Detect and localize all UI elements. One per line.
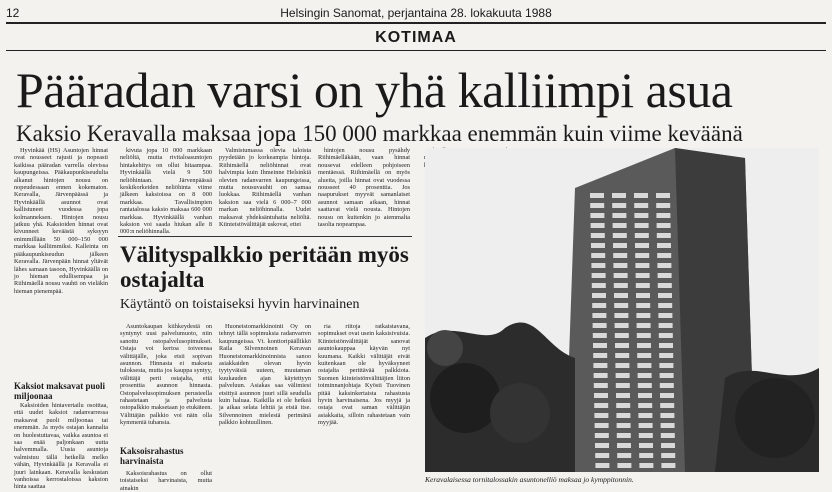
article2-column-1	[120, 323, 212, 444]
article1-column-4-text: hintojen nousu pysähdy Riihimäelläkään, vaan hinnat nousevat edelleen pohjoiseen mentäessä. Riihimäellä on myös alueita, joilla hinnat ovat vuodessa nousseet 40 prosenttia. Jos naapurukset myyvät samanlaiset asunnot samaan aikaan, hinnat saattavat vielä nousta. Hintojen nousu on kuitenkin jo aiemmalta tasolta nopeampaa.	[318, 147, 410, 229]
masthead: Helsingin Sanomat, perjantaina 28. lokakuuta 1988	[280, 6, 552, 20]
section-rule	[6, 50, 826, 51]
crosshead-kaksiot: Kaksiot maksavat puoli miljoonaa	[14, 381, 106, 401]
article1-column-2	[120, 147, 212, 236]
second-headline: Välityspalkkio peritään myös ostajalta	[120, 242, 409, 292]
article1-column-1b-text: Kaksioiden hintavertailu osoittaa, että uudet kaksiot radanvarressa maksavat puoli miljoonaa tai enemmän. Ja myös ostajan kannalta on huolestuttavaa, vaikka asuntoa ei saa enää paljonkaan uutta halvemmalla. Uusia asuntoja valmistuu tällä hetkellä melko vähän, Hyvinkäällä ja Keravalla ei juuri lainkaan. Keravalla keskustan vanhoissa kerrostaloissa kaksion hinta saattaa	[14, 402, 108, 491]
mid-rule	[118, 236, 412, 237]
article2-column-2	[219, 323, 311, 489]
article2-column-1b-text: Kaksoisrahastus on ollut toistaiseksi harvinaista, mutta ainakin	[120, 470, 212, 492]
top-rule	[6, 22, 826, 24]
article1-column-1-text: Hyvinkää (HS) Asuntojen hinnat ovat nousseet rajusti ja nopeasti kaikissa pääradan varrella olevissa kaupungeissa. Pääkaupunkiseudulta alkanut hintojen nousu on nopeudessaan ennen kokematon. Keravalla, Järvenpäässä ja Hyvinkäällä asunnot ovat kallistuneet vuodessa jopa kolmanneksen. Hintojen nousu jatkuu yhä. Kaksioiden hinnat ovat kivunneet keväästä syksyyn enimmillään 50 000–150 000 markkaa kalliimmiksi. Kalleinta on pääkaupunkiseudun jälkeen Keravalla. Järvenpään hinnat yltävät lähes samaan tasoon, Hyvinkäällä on jo hieman edullisempaa ja Riihimäellä nousu vauhti on vieläkin hieman pienempää.	[14, 147, 108, 295]
crosshead-kaksoisrahastus: Kaksoisrahastus harvinaista	[120, 446, 184, 466]
article1-column-4	[318, 147, 410, 231]
article1-column-3	[219, 147, 311, 231]
article2-column-2-text: Huoneistomarkkinointi Oy on tehnyt tällä sopimuksia radanvarren kaupungeissa. Vt. konttoripäällikkö Raila Silvennoinen Keravan Huoneistomarkkinoinnista sanoo asiakkaiden olevan hyvin tyytyväisiä uuteen, muutaman kuukauden ajan käytettyyn palveluun. Asiakas saa välimiesi etsittyä asunnon juuri sillä seudulla kuin haluaa. Kaikilla ei ole hetkeä ja aikaa selata lehtiä ja etsiä itse. Silvennoinen mielestä perimänä palkkio kohtuullinen.	[219, 323, 311, 427]
page-number: 12	[6, 6, 20, 20]
article2-column-1b	[120, 470, 212, 492]
article2-column-3-text: ria riitoja ratkaistavana, sopimukset ovat usein kaksisivuisia. Kiinteistönvälittäjät sanovat asuntokauppaa käyvän nyt kuumana. Kaikki välittäjät eivät kuitenkaan ole hyväksyneet ostajalta perittävää palkkiota. Suomen kiinteistönvälittäjien liiton toiminnanjohtaja Kyösti Tuovinen pitää kaksinkertaista rahastusta hyvin harvinaisena. Jos myyjä ja ostaja ovat saman välittäjän asiakkaita, silloin rahastetaan vain myyjää.	[318, 323, 410, 427]
photo-caption: Keravalaisessa tornitalossakin asuntonelliö maksaa jo kymppitonnin.	[425, 475, 634, 484]
main-headline: Pääradan varsi on yhä kalliimpi asua	[16, 62, 733, 118]
section-title: KOTIMAA	[375, 29, 457, 46]
second-subheadline: Käytäntö on toistaiseksi hyvin harvinainen	[120, 297, 360, 312]
article1-column-1	[14, 147, 108, 380]
article2-column-3	[318, 323, 410, 489]
article2-column-1-text: Asuntokaupan kiihkeydestä on syntynyt uusi palvelumuoto, niin sanottu ostopalvelusopimukset. Ostaja voi kertoa toiveensa välittäjälle, joka etsii sopivan asunnon. Hinnasta ei makseta tuloksesta, mutta jos kauppa syntyy, välittäjä perii ostajalta, että prosenttia asunnon hinnasta. Ostopalvelusopimuksen perusteella rahastetaan ja palvelusta ostopalkkio maksetaan jo etukäteen. Välittäjän palkkio voi näin olla kymmeniä tuhansia.	[120, 323, 212, 427]
main-subheadline: Kaksio Keravalla maksaa jopa 150 000 markkaa enemmän kuin viime keväänä	[16, 121, 743, 146]
article1-column-3-text: Valmistumassa olevia taloista pyydetään jo korkeampia hintoja. Riihimäellä neliöhinnat ovat halvimpia kuin Ihmeinne Helsinkiä olevien radanvarren kaupungeissa, mutta nousuvauhti on samaa luokkaa. Riihimäellä vanhan kaksion saa vielä 6 000–7 000 markan neliöhinnalla. Uudet maksavat yhdeksäntuhatta neliöltä. Kiinteistövälittäjät uskovat, ettei	[219, 147, 311, 229]
article1-column-1b	[14, 402, 108, 491]
article1-column-2-text: kivuta jopa 10 000 markkaan neliöltä, mutta rivitaloasuntojen hintakehitys on ollut hitaampaa. Hyvinkäällä vielä 9 500 neliöhintaan. Järvenpäässä keskikorkeiden neliöhinta viime jälkeen kaksioissa on 8 000 markkaa. Tavallisimpien rantatalossa kaksio maksaa 600 000 markkaa. Hyvinkäällä vanhan kaksion voi saada hiukan alle 8 000:n neliöhinnalla.	[120, 147, 212, 236]
apartment-tower-photo	[425, 148, 819, 472]
